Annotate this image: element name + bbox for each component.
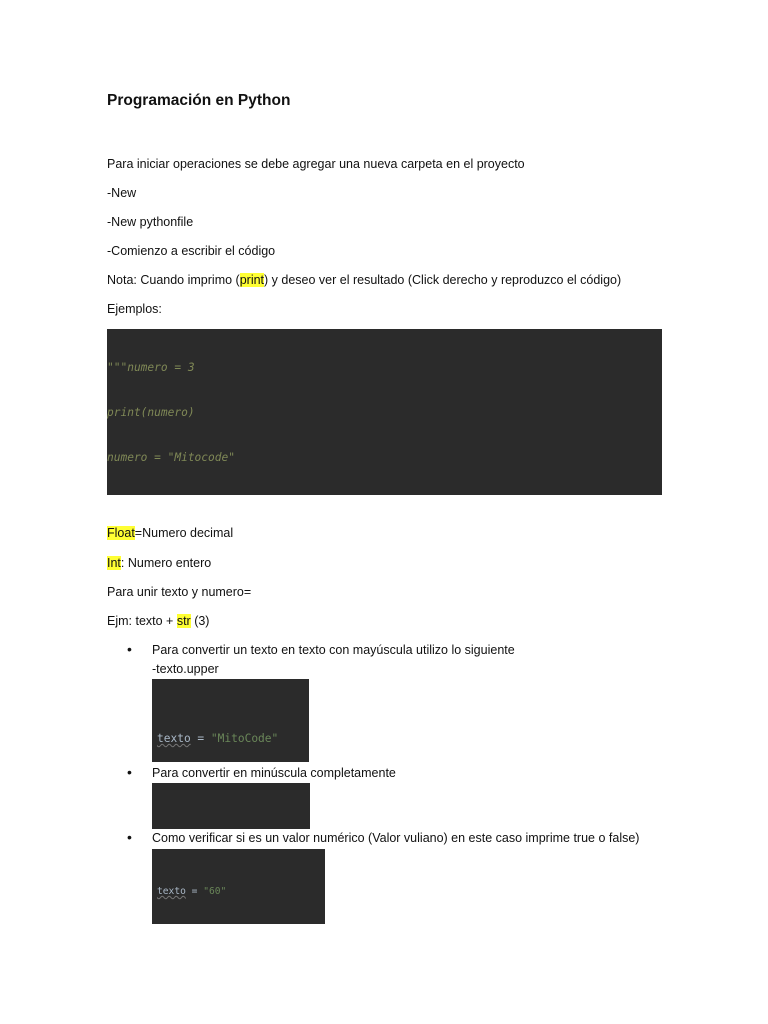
step-new: -New: [107, 186, 137, 200]
code-op: =: [185, 886, 204, 897]
note-suffix: ) y deseo ver el resultado (Click derecho y reproduzco el código): [264, 273, 622, 287]
code-block-lower: [152, 783, 310, 829]
code-block-numeric: [152, 849, 325, 924]
example-suffix: (3): [190, 614, 210, 628]
examples-label: Ejemplos:: [107, 302, 162, 316]
code-string: "60": [203, 886, 227, 897]
bullet-glyph: •: [127, 764, 132, 780]
example-line: [107, 614, 209, 628]
code-var: texto: [157, 732, 191, 745]
page-title: Programación en Python: [107, 92, 291, 109]
code-expr: [191, 828, 299, 829]
code-block-main: [107, 329, 662, 495]
code-op: =: [190, 732, 211, 745]
code-var: [157, 828, 191, 829]
note-prefix: Nota: Cuando imprimo (: [107, 273, 240, 287]
float-definition: [107, 526, 233, 540]
code-line: [157, 825, 305, 829]
bullet-glyph: •: [127, 641, 132, 657]
bullet-upper-text: Para convertir un texto en texto con mayúscula utilizo lo siguiente: [152, 643, 515, 657]
code-line: [157, 884, 320, 900]
note-line: [107, 273, 621, 287]
example-prefix: Ejm: texto +: [107, 614, 177, 628]
code-line: """numero = 3: [107, 361, 195, 374]
intro-text: Para iniciar operaciones se debe agregar una nueva carpeta en el proyecto: [107, 157, 525, 171]
int-highlight: Int: [107, 556, 121, 570]
bullet-glyph: •: [127, 829, 132, 845]
float-highlight: Float: [107, 526, 135, 540]
code-block-upper: [152, 679, 309, 762]
bullet-upper-sub: -texto.upper: [152, 662, 219, 676]
code-line: [157, 729, 304, 749]
float-text: =Numero decimal: [134, 526, 234, 540]
int-text: : Numero entero: [120, 556, 212, 570]
code-line: print(numero): [107, 406, 195, 419]
note-highlight-print: print: [239, 273, 265, 287]
int-definition: [107, 556, 211, 570]
join-text-label: Para unir texto y numero=: [107, 585, 252, 599]
code-string: "MitoCode": [210, 732, 279, 745]
step-new-pythonfile: -New pythonfile: [107, 215, 194, 229]
bullet-numeric-text: Como verificar si es un valor numérico (Valor vuliano) en este caso imprime true o false): [152, 831, 640, 845]
bullet-lower-text: Para convertir en minúscula completamente: [152, 766, 396, 780]
code-line: numero = "Mitocode": [107, 451, 235, 464]
code-var: texto: [157, 886, 186, 897]
step-write-code: -Comienzo a escribir el código: [107, 244, 276, 258]
str-highlight: str: [176, 614, 191, 628]
